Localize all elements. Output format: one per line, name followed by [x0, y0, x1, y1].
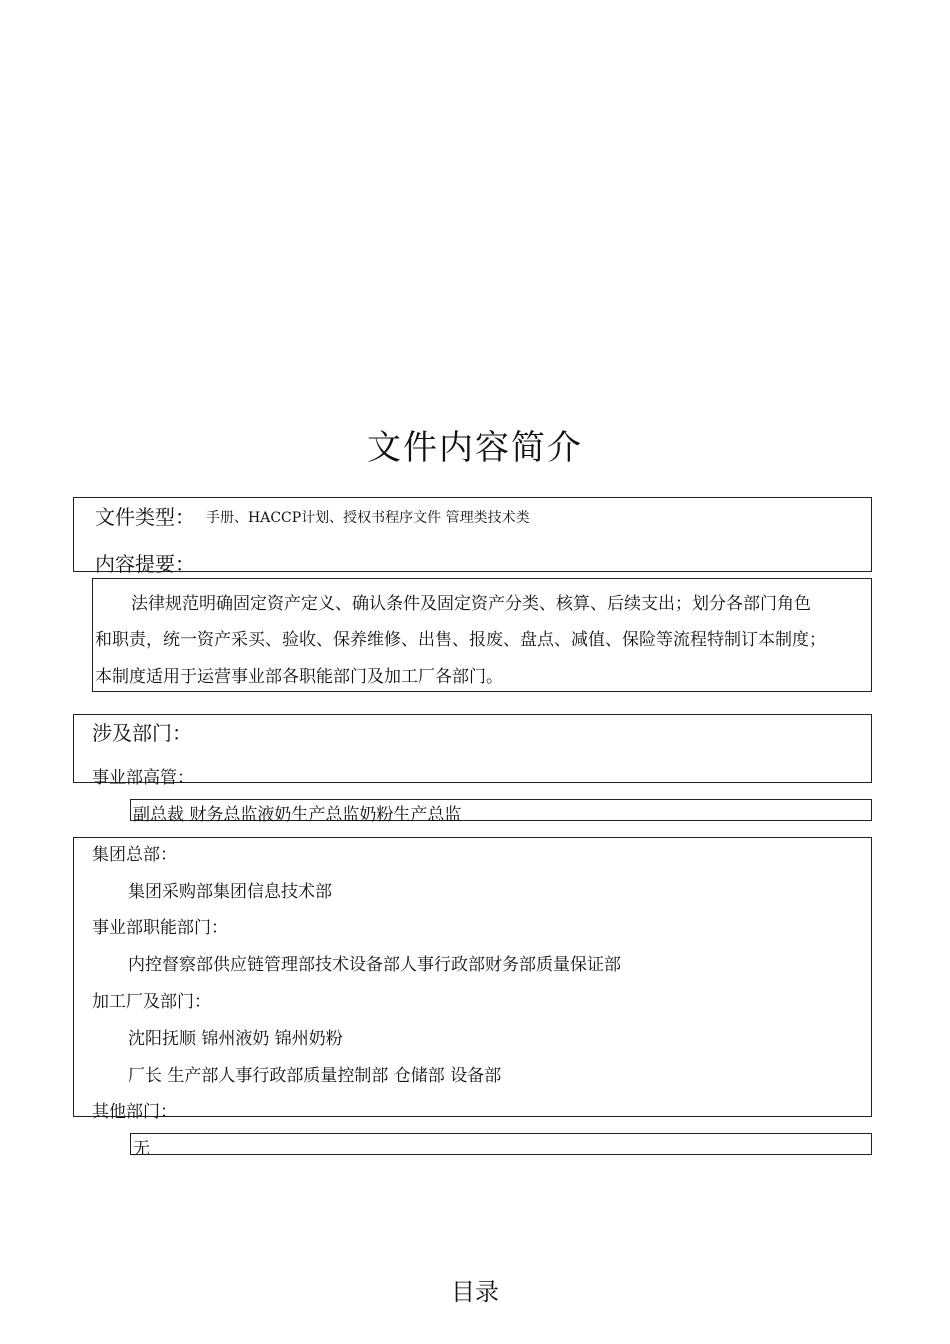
dept-detail-box [73, 837, 872, 1122]
exec-value-box [130, 799, 872, 825]
other-value: 无 [133, 1139, 150, 1159]
exec-value: 副总裁 财务总监液奶生产总监奶粉生产总监 [133, 805, 462, 825]
group-value: 集团采购部集团信息技术部 [128, 882, 332, 902]
departments-label: 涉及部门： [92, 721, 192, 745]
page-title: 文件内容简介 [367, 428, 583, 468]
departments-box [73, 714, 872, 788]
other-value-box [130, 1133, 872, 1159]
plant-value-1: 沈阳抚顺 锦州液奶 锦州奶粉 [128, 1029, 343, 1049]
summary-label: 内容提要： [95, 552, 195, 576]
exec-label: 事业部高管： [92, 768, 194, 788]
doc-type-box [73, 497, 872, 576]
doc-type-label: 文件类型： [95, 505, 195, 529]
plant-value-2: 厂长 生产部人事行政部质量控制部 仓储部 设备部 [128, 1066, 502, 1086]
summary-line-3: 本制度适用于运营事业部各职能部门及加工厂各部门。 [95, 667, 503, 687]
summary-line-2: 和职责，统一资产采买、验收、保养维修、出售、报废、盘点、减值、保险等流程特制订本制度； [95, 630, 826, 650]
func-label: 事业部职能部门： [92, 918, 228, 938]
toc-title: 目录 [451, 1278, 499, 1306]
doc-type-value: 手册、HACCP计划、授权书程序文件 管理类技术类 [206, 510, 530, 526]
summary-line-1: 法律规范明确固定资产定义、确认条件及固定资产分类、核算、后续支出；划分各部门角色 [131, 594, 811, 614]
group-label: 集团总部： [92, 845, 177, 865]
plant-label: 加工厂及部门： [92, 992, 211, 1012]
other-label: 其他部门： [92, 1102, 177, 1122]
func-value: 内控督察部供应链管理部技术设备部人事行政部财务部质量保证部 [128, 955, 621, 975]
summary-box [92, 578, 872, 692]
